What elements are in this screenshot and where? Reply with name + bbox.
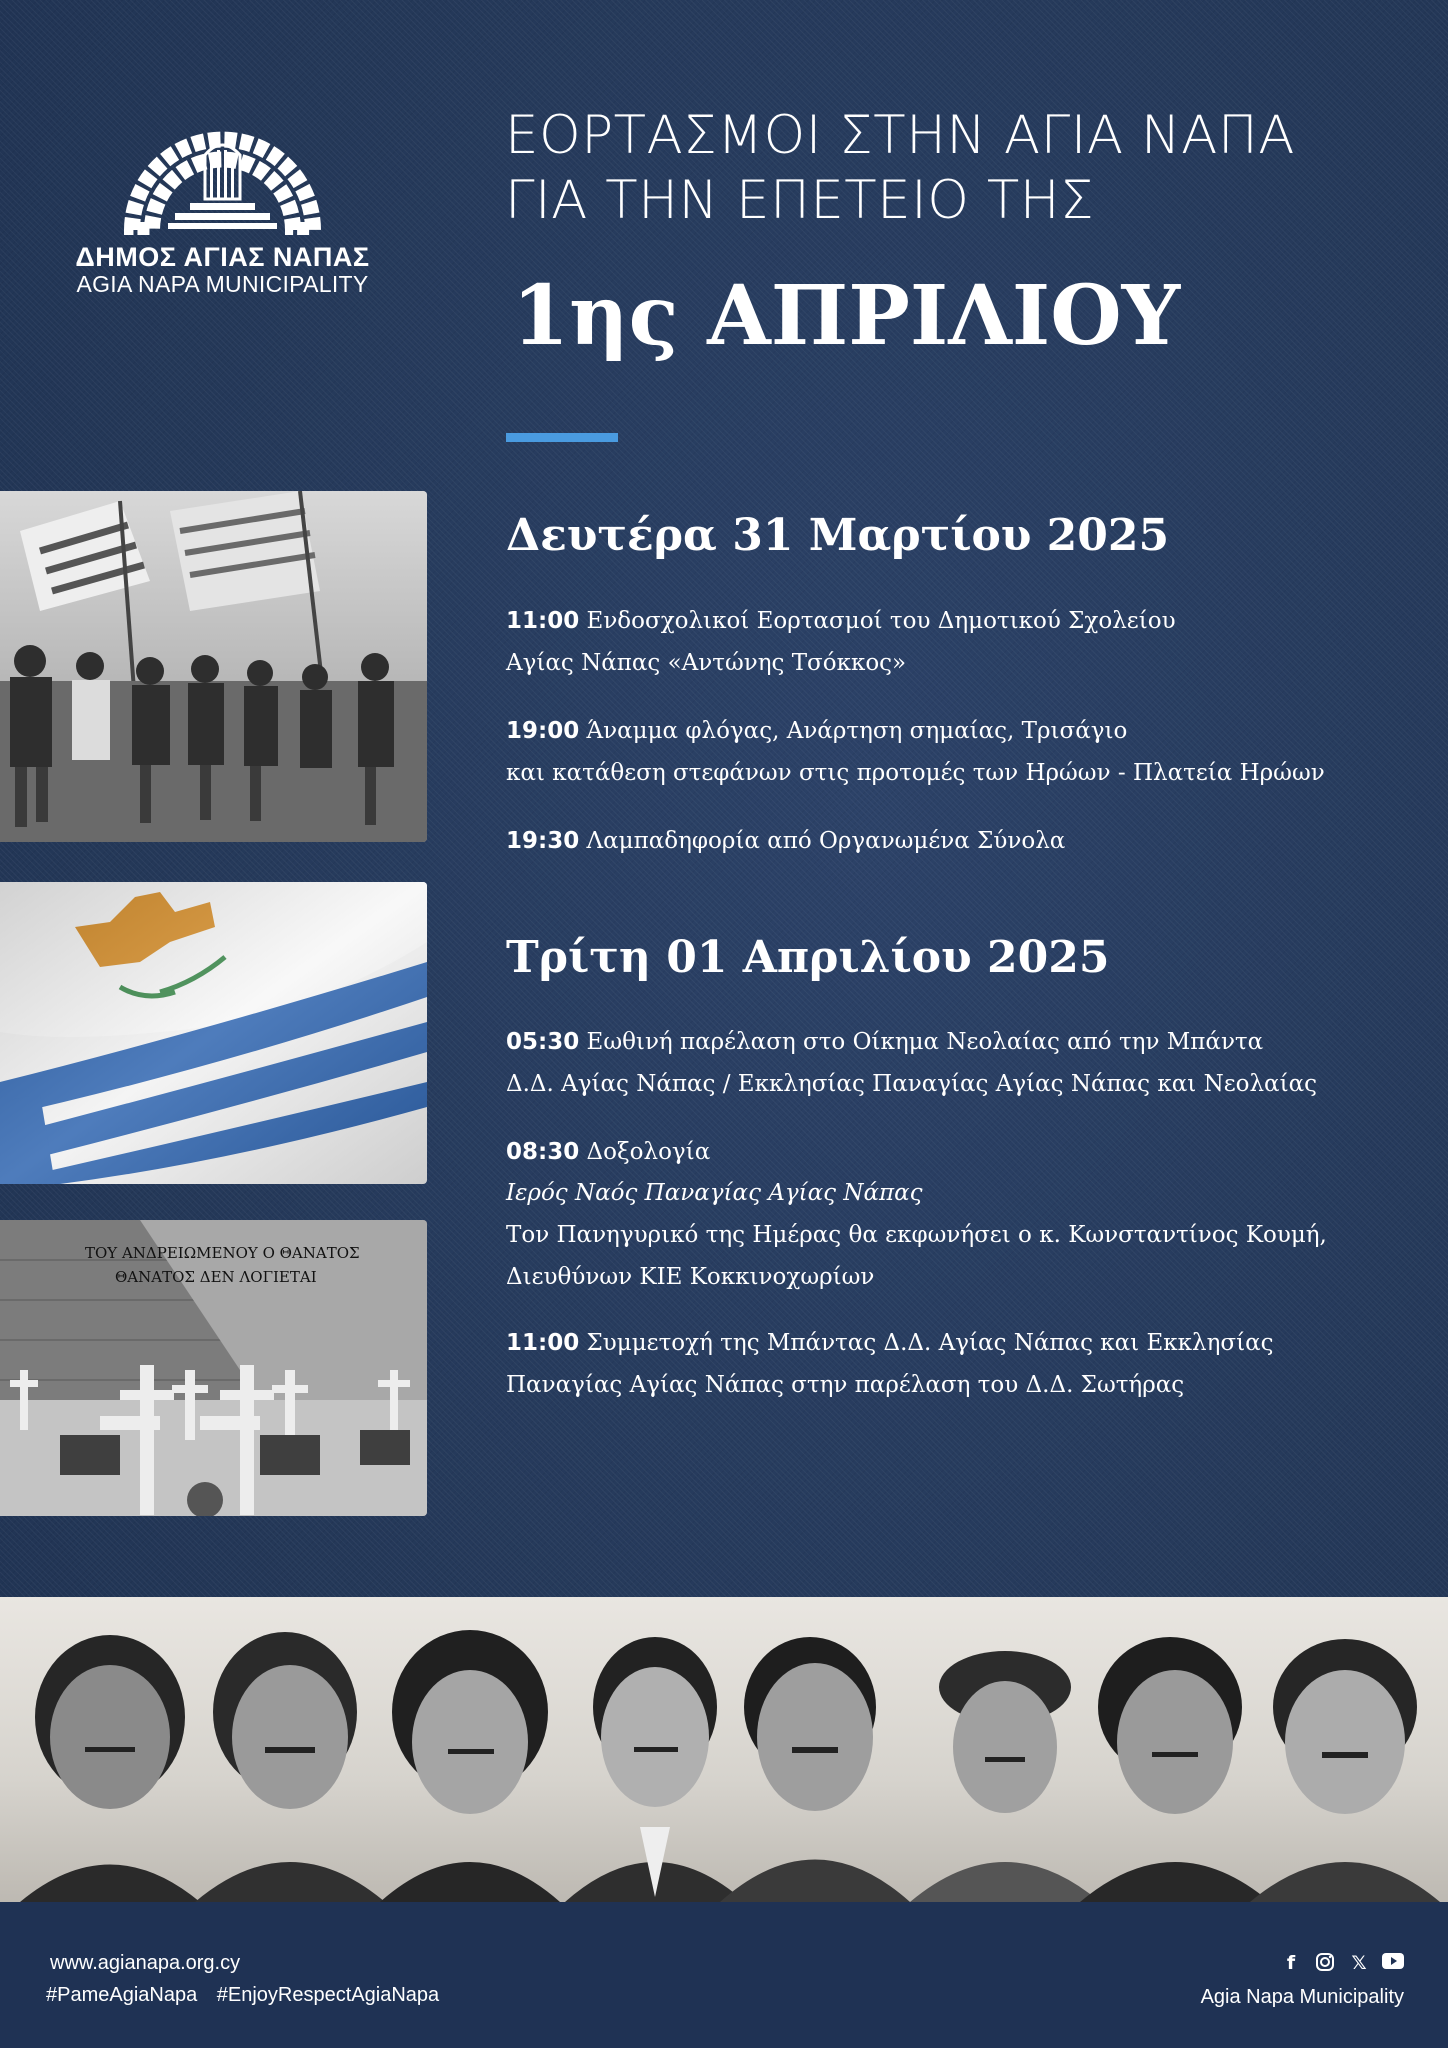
event-line-cont: Τον Πανηγυρικό της Ημέρας θα εκφωνήσει ο κ. Κωνσταντίνος Κουμή, xyxy=(506,1222,1327,1248)
event-time: 11:00 xyxy=(506,1330,580,1356)
event-location: Ιερός Ναός Παναγίας Αγίας Νάπας xyxy=(506,1180,923,1206)
day-title-2: Τρίτη 01 Απριλίου 2025 xyxy=(506,932,1110,983)
memorial-sign-line-1: ΤΟΥ ΑΝΔΡΕΙΩΜΕΝΟΥ Ο ΘΑΝΑΤΟΣ xyxy=(85,1244,360,1262)
photo-students-march xyxy=(0,491,427,842)
event-time: 08:30 xyxy=(506,1139,580,1165)
event-text: Ενδοσχολικοί Εορτασμοί του Δημοτικού Σχολείου xyxy=(586,608,1176,634)
event-time: 11:00 xyxy=(506,608,580,634)
youtube-icon[interactable] xyxy=(1382,1952,1404,1974)
day-title-1: Δευτέρα 31 Μαρτίου 2025 xyxy=(506,510,1170,561)
hashtags xyxy=(46,1984,453,2007)
event-line xyxy=(506,1029,1263,1055)
instagram-icon[interactable] xyxy=(1314,1952,1336,1974)
hashtag-1: #PameAgiaNapa xyxy=(46,1984,198,2006)
municipality-logo xyxy=(70,95,375,300)
footer xyxy=(0,1902,1448,2048)
event-line xyxy=(506,1330,1274,1356)
event-line-cont: Δ.Δ. Αγίας Νάπας / Εκκλησίας Παναγίας Αγίας Νάπας και Νεολαίας xyxy=(506,1071,1317,1097)
portrait xyxy=(20,1635,200,1902)
event-text: Λαμπαδηφορία από Οργανωμένα Σύνολα xyxy=(586,828,1066,854)
social-icons xyxy=(1280,1952,1404,1974)
event-line xyxy=(506,718,1127,744)
heroes-portraits-strip xyxy=(0,1597,1448,1902)
event-time: 05:30 xyxy=(506,1029,580,1055)
accent-bar xyxy=(506,433,618,442)
logo-greek-text: ΔΗΜΟΣ ΑΓΙΑΣ ΝΑΠΑΣ xyxy=(75,242,370,272)
event-time: 19:30 xyxy=(506,828,580,854)
header-line-1: ΕΟΡΤΑΣΜΟΙ ΣΤΗΝ ΑΓΙΑ ΝΑΠΑ xyxy=(505,105,1295,166)
logo-english-text: AGIA NAPA MUNICIPALITY xyxy=(76,271,369,297)
memorial-sign-line-2: ΘΑΝΑΤΟΣ ΔΕΝ ΛΟΓΙΕΤΑΙ xyxy=(115,1268,317,1286)
event-line-cont: Αγίας Νάπας «Αντώνης Τσόκκος» xyxy=(506,650,907,676)
photo-heroes-memorial xyxy=(0,1220,427,1516)
event-line-cont: και κατάθεση στεφάνων στις προτομές των Ηρώων - Πλατεία Ηρώων xyxy=(506,760,1325,786)
event-text: Εωθινή παρέλαση στο Οίκημα Νεολαίας από την Μπάντα xyxy=(586,1029,1264,1055)
event-line xyxy=(506,828,1065,854)
main-title: 1ης ΑΠΡΙΛΙΟΥ xyxy=(512,268,1181,364)
event-line-cont: Διευθύνων ΚΙΕ Κοκκινοχωρίων xyxy=(506,1264,875,1290)
event-text: Δοξολογία xyxy=(586,1139,711,1165)
hashtag-2: #EnjoyRespectAgiaNapa xyxy=(216,1984,440,2006)
photo-cyprus-greece-flags xyxy=(0,882,427,1184)
org-name: Agia Napa Municipality xyxy=(1200,1986,1404,2008)
event-text: Άναμμα φλόγας, Ανάρτηση σημαίας, Τρισάγιο xyxy=(586,718,1128,744)
event-time: 19:00 xyxy=(506,718,580,744)
facebook-icon[interactable]: f xyxy=(1286,1952,1296,1974)
event-line-cont: Παναγίας Αγίας Νάπας στην παρέλαση του Δ.Δ. Σωτήρας xyxy=(506,1372,1185,1398)
x-icon[interactable]: 𝕏 xyxy=(1351,1952,1367,1974)
event-line xyxy=(506,1139,710,1165)
event-line xyxy=(506,608,1176,634)
event-text: Συμμετοχή της Μπάντας Δ.Δ. Αγίας Νάπας και Εκκλησίας xyxy=(586,1330,1274,1356)
website-link[interactable]: www.agianapa.org.cy xyxy=(50,1952,241,1974)
arch-logo-icon xyxy=(120,95,325,235)
header-line-2: ΓΙΑ ΤΗΝ ΕΠΕΤΕΙΟ ΤΗΣ xyxy=(505,170,1095,231)
